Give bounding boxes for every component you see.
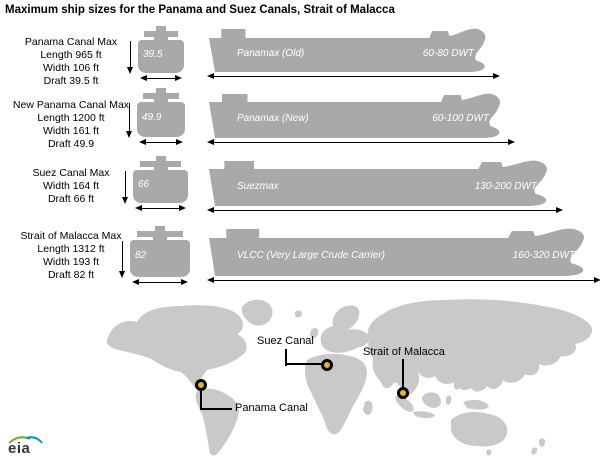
island-sulawesi <box>446 396 452 405</box>
ship-class-label: Panamax (New) <box>237 113 309 124</box>
length-arrow-line <box>212 76 495 77</box>
island-madagascar <box>363 401 373 415</box>
length-arrow-line <box>212 210 558 211</box>
map-marker-label: Strait of Malacca <box>363 346 445 358</box>
canal-name: Panama Canal Max <box>24 36 118 48</box>
canal-spec: Length 965 ft <box>40 49 102 61</box>
dwt-range-label: 160-320 DWT <box>512 250 575 261</box>
island-sumatra <box>396 396 414 412</box>
canal-spec: Length 1312 ft <box>37 243 105 255</box>
draft-value-label: 66 <box>138 179 150 191</box>
continent-europe <box>321 305 370 352</box>
canal-spec: Width 161 ft <box>42 125 100 137</box>
canal-spec: Length 1200 ft <box>37 112 105 124</box>
beam-arrow-line <box>144 142 178 143</box>
canal-name: Strait of Malacca Max <box>20 230 122 242</box>
island-java <box>413 411 435 418</box>
island-borneo <box>422 392 441 408</box>
beam-arrow-head-right <box>175 75 182 81</box>
ship-class-label: Panamax (Old) <box>237 48 305 59</box>
draft-arrow-head <box>127 67 133 74</box>
dwt-range-label: 130-200 DWT <box>474 180 537 192</box>
draft-arrow-head <box>119 271 125 278</box>
row-label-block <box>6 167 136 206</box>
beam-arrow-line <box>140 208 181 209</box>
row-label-block <box>6 36 136 88</box>
canal-spec: Width 106 ft <box>42 62 100 74</box>
dwt-range-label: 60-80 DWT <box>422 48 474 59</box>
world-map <box>103 296 598 462</box>
ship-class-label: Suezmax <box>237 180 279 192</box>
island-uk <box>310 328 318 338</box>
draft-value-label: 49.9 <box>142 111 162 123</box>
length-arrow-head-right <box>556 207 563 213</box>
canal-spec: Draft 49.9 <box>47 138 95 150</box>
length-arrow-line <box>212 142 510 143</box>
beam-arrow-head-right <box>179 205 186 211</box>
island-iceland <box>295 311 302 318</box>
length-arrow-head-left <box>207 277 214 283</box>
row-label-block <box>6 99 136 151</box>
canal-name: New Panama Canal Max <box>12 99 130 111</box>
draft-value-label: 82 <box>135 250 147 262</box>
beam-arrow-head-left <box>135 205 142 211</box>
beam-arrow-head-left <box>140 75 147 81</box>
canal-spec: Width 193 ft <box>42 256 100 268</box>
ship-class-label: VLCC (Very Large Crude Carrier) <box>237 250 386 261</box>
draft-arrow-head <box>126 131 132 138</box>
world-map-svg <box>103 296 598 462</box>
beam-arrow-line <box>137 282 183 283</box>
continent-south-america <box>196 388 239 455</box>
island-new-guinea <box>463 400 489 410</box>
continent-africa <box>305 354 367 434</box>
beam-arrow-line <box>145 78 177 79</box>
continent-asia <box>368 299 592 397</box>
length-arrow-head-left <box>207 207 214 213</box>
length-arrow-head-right <box>493 73 500 79</box>
draft-arrow-line <box>130 41 131 68</box>
canal-spec: Draft 39.5 ft <box>43 75 99 87</box>
canal-spec: Draft 66 ft <box>47 193 95 205</box>
canal-spec: Draft 82 ft <box>47 269 95 281</box>
eia-logo <box>6 434 56 460</box>
map-marker-label: Panama Canal <box>235 402 308 414</box>
draft-value-label: 39.5 <box>143 49 163 61</box>
canal-name: Suez Canal Max <box>32 167 110 179</box>
island-tasmania <box>486 449 491 455</box>
length-arrow-head-left <box>207 73 214 79</box>
continent-australia <box>451 412 507 447</box>
beam-arrow-head-right <box>181 279 188 285</box>
island-new-zealand <box>531 438 545 454</box>
draft-arrow-line <box>129 103 130 132</box>
length-arrow-head-right <box>508 139 515 145</box>
draft-arrow-head <box>122 197 128 204</box>
dwt-range-label: 60-100 DWT <box>432 113 489 124</box>
island-greenland <box>242 300 273 326</box>
continent-north-america <box>107 305 247 389</box>
draft-arrow-line <box>125 171 126 198</box>
map-marker-label: Suez Canal <box>257 335 314 347</box>
length-arrow-head-left <box>207 139 214 145</box>
eia-logo-text: eia <box>8 440 31 457</box>
length-arrow-head-right <box>594 277 600 283</box>
beam-arrow-head-left <box>139 139 146 145</box>
beam-arrow-head-right <box>176 139 183 145</box>
length-arrow-line <box>212 280 596 281</box>
row-label-block <box>6 230 136 282</box>
beam-arrow-head-left <box>132 279 139 285</box>
draft-arrow-line <box>122 241 123 272</box>
page-title: Maximum ship sizes for the Panama and Suez Canals, Strait of Malacca <box>5 4 395 16</box>
canal-spec: Width 164 ft <box>42 180 100 192</box>
